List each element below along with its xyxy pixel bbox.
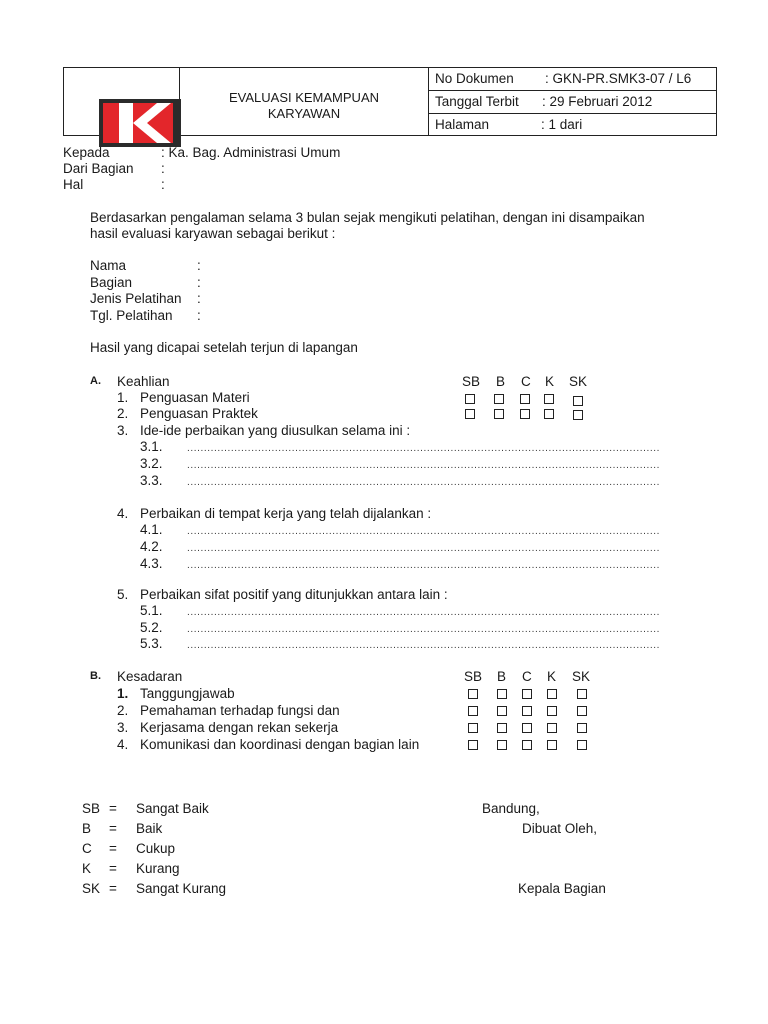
intro-line: Berdasarkan pengalaman selama 3 bulan sejak mengikuti pelatihan, dengan ini disampaikan <box>90 210 645 225</box>
no-dokumen-value: : GKN-PR.SMK3-07 / L6 <box>545 71 692 86</box>
legend-code: B <box>82 821 92 836</box>
penguasan-praktek-label: Penguasan Praktek <box>140 406 258 421</box>
section-b-title: Kesadaran <box>117 669 183 684</box>
kerjasama-label: Kerjasama dengan rekan sekerja <box>140 720 339 735</box>
item-number: 1. <box>117 390 129 405</box>
signature-made-by: Dibuat Oleh, <box>522 821 598 836</box>
header-divider <box>428 90 716 91</box>
kepada-value: : Ka. Bag. Administrasi Umum <box>161 145 341 160</box>
rating-checkbox-sb[interactable] <box>465 394 475 404</box>
rating-checkbox-b[interactable] <box>494 409 504 419</box>
section-a-marker: A. <box>90 375 101 387</box>
document-title <box>180 90 428 122</box>
section-b-marker: B. <box>90 670 101 682</box>
intro-line: hasil evaluasi karyawan sebagai berikut : <box>90 226 336 241</box>
sub-item-number: 4.3. <box>140 556 163 571</box>
item-number: 2. <box>117 406 129 421</box>
rating-checkbox-sb[interactable] <box>468 706 478 716</box>
rating-checkbox-c[interactable] <box>520 409 530 419</box>
sub-item-number: 4.2. <box>140 539 163 554</box>
rating-checkbox-sk[interactable] <box>577 723 587 733</box>
rating-header-k: K <box>547 669 557 684</box>
halaman-value: : 1 dari <box>541 117 583 132</box>
kepada-label: Kepada <box>63 145 110 160</box>
rating-checkbox-c[interactable] <box>522 706 532 716</box>
rating-checkbox-sb[interactable] <box>468 740 478 750</box>
fill-in-line[interactable]: ............................................................................................................................................ <box>187 477 660 488</box>
rating-checkbox-sb[interactable] <box>468 723 478 733</box>
rating-header-sk: SK <box>569 374 588 389</box>
header-divider <box>428 113 716 114</box>
rating-header-b: B <box>497 669 507 684</box>
rating-checkbox-c[interactable] <box>520 394 530 404</box>
item-number: 2. <box>117 703 129 718</box>
penguasan-materi-label: Penguasan Materi <box>140 390 250 405</box>
bagian-colon: : <box>197 275 201 290</box>
rating-header-c: C <box>522 669 532 684</box>
legend-code: C <box>82 841 92 856</box>
document-title-line2: KARYAWAN <box>267 106 341 121</box>
fill-in-line[interactable]: ............................................................................................................................................ <box>187 443 660 454</box>
tanggungjawab-label: Tanggungjawab <box>140 686 235 701</box>
item-number: 5. <box>117 587 129 602</box>
hal-label: Hal <box>63 177 84 192</box>
rating-checkbox-sk[interactable] <box>573 396 583 406</box>
rating-header-c: C <box>521 374 531 389</box>
jenis-pelatihan-colon: : <box>197 291 201 306</box>
sub-item-number: 5.3. <box>140 636 163 651</box>
legend-equals: = <box>109 841 117 856</box>
rating-header-sk: SK <box>572 669 591 684</box>
bagian-label: Bagian <box>90 275 133 290</box>
tanggal-terbit-value: : 29 Februari 2012 <box>542 94 653 109</box>
tgl-pelatihan-label: Tgl. Pelatihan <box>90 308 173 323</box>
document-title-line1: EVALUASI KEMAMPUAN <box>228 90 380 105</box>
sub-item-number: 3.3. <box>140 473 163 488</box>
legend-equals: = <box>109 821 117 836</box>
tgl-pelatihan-colon: : <box>197 308 201 323</box>
fill-in-line[interactable]: ............................................................................................................................................ <box>187 460 660 471</box>
sub-item-number: 3.2. <box>140 456 163 471</box>
rating-header-sb: SB <box>462 374 481 389</box>
sub-item-number: 4.1. <box>140 522 163 537</box>
pemahaman-label: Pemahaman terhadap fungsi dan <box>140 703 340 718</box>
signature-role: Kepala Bagian <box>518 881 606 896</box>
fill-in-line[interactable]: ............................................................................................................................................ <box>187 624 660 635</box>
rating-checkbox-sk[interactable] <box>577 706 587 716</box>
dari-bagian-value: : <box>161 161 165 176</box>
komunikasi-label: Komunikasi dan koordinasi dengan bagian lain <box>140 737 420 752</box>
legend-meaning: Cukup <box>136 841 176 856</box>
legend-meaning: Sangat Baik <box>136 801 209 816</box>
halaman-label: Halaman <box>435 117 490 132</box>
legend-meaning: Sangat Kurang <box>136 881 227 896</box>
legend-code: SK <box>82 881 101 896</box>
item-number: 4. <box>117 506 129 521</box>
rating-checkbox-sk[interactable] <box>577 740 587 750</box>
sub-item-number: 5.2. <box>140 620 163 635</box>
sub-item-number: 5.1. <box>140 603 163 618</box>
rating-checkbox-b[interactable] <box>497 689 507 699</box>
legend-code: K <box>82 861 92 876</box>
rating-checkbox-k[interactable] <box>544 409 554 419</box>
header-divider <box>428 68 429 135</box>
rating-checkbox-sb[interactable] <box>468 689 478 699</box>
rating-checkbox-b[interactable] <box>494 394 504 404</box>
no-dokumen-label: No Dokumen <box>435 71 514 86</box>
fill-in-line[interactable]: ............................................................................................................................................ <box>187 560 660 571</box>
legend-equals: = <box>109 861 117 876</box>
rating-checkbox-b[interactable] <box>497 723 507 733</box>
perbaikan-sifat-label: Perbaikan sifat positif yang ditunjukkan antara lain : <box>140 587 448 602</box>
rating-checkbox-k[interactable] <box>544 394 554 404</box>
nama-colon: : <box>197 258 201 273</box>
rating-checkbox-b[interactable] <box>497 706 507 716</box>
hal-value: : <box>161 177 165 192</box>
fill-in-line[interactable]: ............................................................................................................................................ <box>187 607 660 618</box>
jenis-pelatihan-label: Jenis Pelatihan <box>90 291 182 306</box>
rating-checkbox-c[interactable] <box>522 740 532 750</box>
result-heading: Hasil yang dicapai setelah terjun di lapangan <box>90 340 358 355</box>
legend-equals: = <box>109 801 117 816</box>
nama-label: Nama <box>90 258 127 273</box>
rating-header-b: B <box>496 374 506 389</box>
legend-equals: = <box>109 881 117 896</box>
item-number: 3. <box>117 720 129 735</box>
rating-header-k: K <box>545 374 555 389</box>
rating-checkbox-sb[interactable] <box>465 409 475 419</box>
item-number: 3. <box>117 423 129 438</box>
perbaikan-tempat-kerja-label: Perbaikan di tempat kerja yang telah dijalankan : <box>140 506 432 521</box>
ide-perbaikan-label: Ide-ide perbaikan yang diusulkan selama ini : <box>140 423 411 438</box>
sub-item-number: 3.1. <box>140 439 163 454</box>
tanggal-terbit-label: Tanggal Terbit <box>435 94 519 109</box>
rating-checkbox-b[interactable] <box>497 740 507 750</box>
rating-checkbox-k[interactable] <box>547 723 557 733</box>
fill-in-line[interactable]: ............................................................................................................................................ <box>187 543 660 554</box>
rating-checkbox-k[interactable] <box>547 740 557 750</box>
legend-meaning: Kurang <box>136 861 180 876</box>
item-number: 1. <box>117 686 129 701</box>
fill-in-line[interactable]: ............................................................................................................................................ <box>187 640 660 651</box>
company-logo <box>99 99 181 147</box>
dari-bagian-label: Dari Bagian <box>63 161 134 176</box>
rating-checkbox-sk[interactable] <box>577 689 587 699</box>
rating-checkbox-c[interactable] <box>522 723 532 733</box>
rating-checkbox-k[interactable] <box>547 706 557 716</box>
legend-code: SB <box>82 801 101 816</box>
signature-place: Bandung, <box>482 801 540 816</box>
rating-checkbox-k[interactable] <box>547 689 557 699</box>
legend-meaning: Baik <box>136 821 163 836</box>
rating-checkbox-sk[interactable] <box>573 410 583 420</box>
fill-in-line[interactable]: ............................................................................................................................................ <box>187 526 660 537</box>
section-a-title: Keahlian <box>117 374 170 389</box>
rating-checkbox-c[interactable] <box>522 689 532 699</box>
rating-header-sb: SB <box>464 669 483 684</box>
item-number: 4. <box>117 737 129 752</box>
